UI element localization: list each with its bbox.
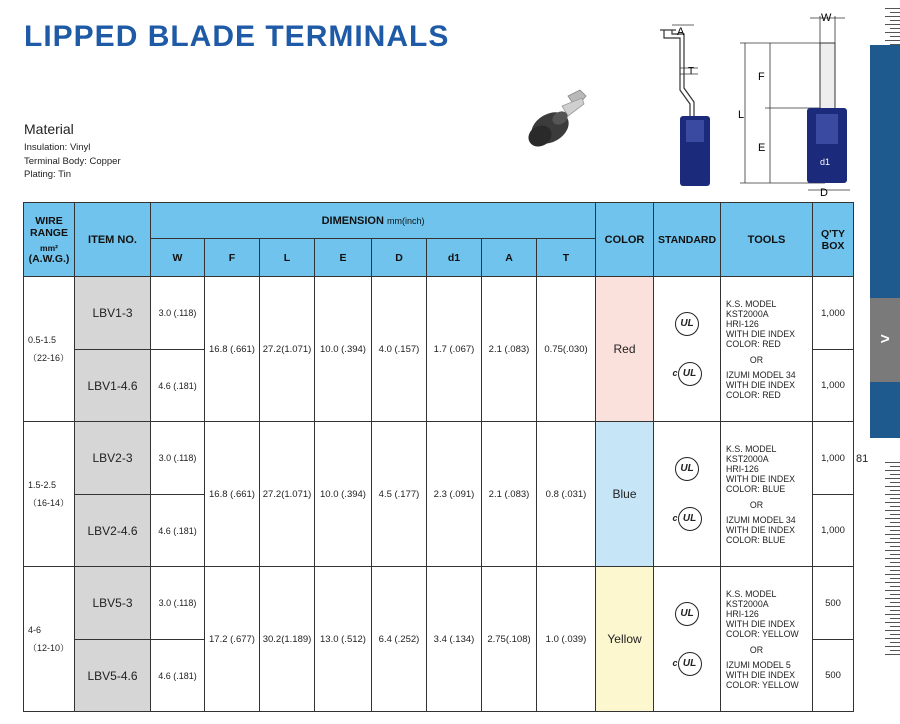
item-no-cell: LBV5-3 [75, 567, 151, 640]
header-item-no: ITEM NO. [75, 203, 151, 277]
d1-cell: 1.7 (.067) [427, 277, 482, 422]
tools-cell: K.S. MODEL KST2000A HRI-126 WITH DIE INDEX COLOR: RED OR IZUMI MODEL 34 WITH DIE INDEX COLOR: RED [721, 277, 813, 422]
qty-cell: 1,000 [813, 422, 854, 495]
cul-icon: c UL [673, 507, 702, 531]
cul-icon: c UL [673, 652, 702, 676]
ul-icon: UL [675, 457, 699, 481]
color-cell: Blue [596, 422, 654, 567]
header-a: A [482, 239, 537, 277]
header-f: F [205, 239, 260, 277]
cul-icon: c UL [673, 362, 702, 386]
diagram-label-a: A [677, 26, 685, 38]
material-block [24, 121, 121, 182]
standard-cell [654, 277, 721, 422]
d-cell: 4.0 (.157) [372, 277, 427, 422]
tools-cell: K.S. MODEL KST2000A HRI-126 WITH DIE INDEX COLOR: YELLOW OR IZUMI MODEL 5 WITH DIE INDEX COLOR: YELLOW [721, 567, 813, 712]
diagram-label-d: D [820, 187, 828, 198]
diagram-label-t: T [688, 66, 695, 77]
qty-cell: 500 [813, 567, 854, 640]
wire-range-cell: 0.5-1.5 （22-16） [24, 277, 75, 422]
header-standard: STANDARD [654, 203, 721, 277]
l-cell: 27.2(1.071) [260, 277, 315, 422]
d1-cell: 3.4 (.134) [427, 567, 482, 712]
tools-cell: K.S. MODEL KST2000A HRI-126 WITH DIE INDEX COLOR: BLUE OR IZUMI MODEL 34 WITH DIE INDEX COLOR: BLUE [721, 422, 813, 567]
w-cell: 3.0 (.118) [151, 277, 205, 350]
diagram-label-e: E [758, 142, 766, 154]
t-cell: 1.0 (.039) [537, 567, 596, 712]
a-cell: 2.1 (.083) [482, 422, 537, 567]
qty-cell: 1,000 [813, 495, 854, 567]
w-cell: 4.6 (.181) [151, 495, 205, 567]
f-cell: 16.8 (.661) [205, 422, 260, 567]
wire-range-cell: 4-6 （12-10） [24, 567, 75, 712]
diagram-label-l: L [738, 109, 745, 121]
material-line: Plating: Tin [24, 169, 71, 180]
decorative-rules-bottom [885, 462, 900, 658]
d-cell: 6.4 (.252) [372, 567, 427, 712]
item-no-cell: LBV1-3 [75, 277, 151, 350]
header-t: T [537, 239, 596, 277]
terminal-photo [520, 88, 610, 158]
material-line: Terminal Body: Copper [24, 155, 121, 167]
next-page-tab[interactable]: > [870, 298, 900, 382]
e-cell: 10.0 (.394) [315, 422, 372, 567]
spec-table [23, 202, 854, 712]
header-dimension: DIMENSION mm(inch) [151, 203, 596, 239]
d1-cell: 2.3 (.091) [427, 422, 482, 567]
table-row [24, 277, 854, 350]
w-cell: 3.0 (.118) [151, 567, 205, 640]
material-line: Insulation: Vinyl [24, 142, 91, 153]
ul-icon: UL [675, 312, 699, 336]
wire-range-cell: 1.5-2.5 （16-14） [24, 422, 75, 567]
t-cell: 0.75(.030) [537, 277, 596, 422]
diagram-label-w: W [821, 12, 832, 24]
table-row [24, 422, 854, 495]
header-d1: d1 [427, 239, 482, 277]
dimension-diagram [650, 8, 860, 198]
header-color: COLOR [596, 203, 654, 277]
header-l: L [260, 239, 315, 277]
color-cell: Yellow [596, 567, 654, 712]
header-qty-box: Q'TY BOX [813, 203, 854, 277]
a-cell: 2.75(.108) [482, 567, 537, 712]
f-cell: 17.2 (.677) [205, 567, 260, 712]
t-cell: 0.8 (.031) [537, 422, 596, 567]
e-cell: 10.0 (.394) [315, 277, 372, 422]
w-cell: 4.6 (.181) [151, 640, 205, 712]
l-cell: 27.2(1.071) [260, 422, 315, 567]
w-cell: 4.6 (.181) [151, 350, 205, 422]
l-cell: 30.2(1.189) [260, 567, 315, 712]
d-cell: 4.5 (.177) [372, 422, 427, 567]
standard-cell [654, 422, 721, 567]
qty-cell: 500 [813, 640, 854, 712]
a-cell: 2.1 (.083) [482, 277, 537, 422]
item-no-cell: LBV1-4.6 [75, 350, 151, 422]
decorative-rules-top [885, 8, 900, 48]
item-no-cell: LBV5-4.6 [75, 640, 151, 712]
material-heading: Material [24, 121, 74, 137]
header-wire-range: WIRE RANGE mm² (A.W.G.) [24, 203, 75, 277]
f-cell: 16.8 (.661) [205, 277, 260, 422]
e-cell: 13.0 (.512) [315, 567, 372, 712]
header-e: E [315, 239, 372, 277]
page-title: LIPPED BLADE TERMINALS [24, 20, 450, 53]
qty-cell: 1,000 [813, 277, 854, 350]
header-d: D [372, 239, 427, 277]
standard-cell [654, 567, 721, 712]
diagram-label-d1: d1 [820, 157, 831, 167]
item-no-cell: LBV2-3 [75, 422, 151, 495]
header-tools: TOOLS [721, 203, 813, 277]
diagram-label-f: F [758, 71, 765, 83]
w-cell: 3.0 (.118) [151, 422, 205, 495]
item-no-cell: LBV2-4.6 [75, 495, 151, 567]
table-row [24, 567, 854, 640]
ul-icon: UL [675, 602, 699, 626]
page-number: 81 [856, 453, 869, 465]
qty-cell: 1,000 [813, 350, 854, 422]
header-w: W [151, 239, 205, 277]
color-cell: Red [596, 277, 654, 422]
